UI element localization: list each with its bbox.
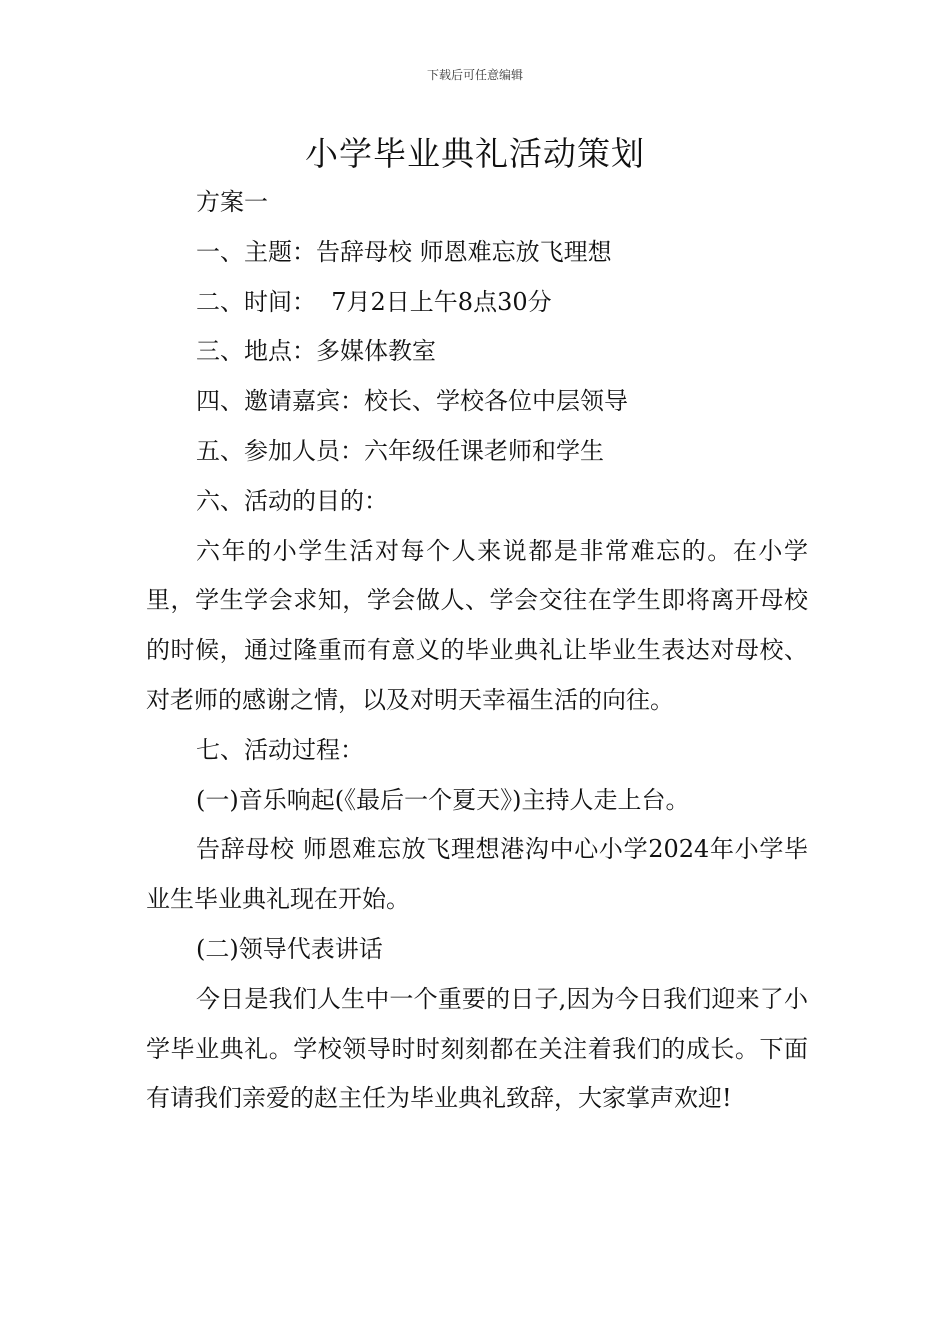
header-note: 下载后可任意编辑 bbox=[426, 68, 523, 82]
paragraph-plan: 方案一 bbox=[196, 188, 268, 216]
paragraph-theme: 一、主题：告辞母校 师恩难忘放飞理想 bbox=[196, 237, 612, 266]
paragraph-speech-intro: 今日是我们人生中一个重要的日子,因为今日我们迎来了小学毕业典礼。学校领导时时刻刻都在关注着我们的成长。下面有请我们亲爱的赵主任为毕业典礼致辞，大家掌声欢迎! bbox=[146, 984, 808, 1113]
paragraph-participants: 五、参加人员：六年级任课老师和学生 bbox=[196, 436, 604, 465]
paragraph-location: 三、地点：多媒体教室 bbox=[196, 337, 436, 366]
paragraph-step-one: (一)音乐响起(《最后一个夏天》)主持人走上台。 bbox=[196, 785, 690, 814]
paragraph-opening: 告辞母校 师恩难忘放飞理想港沟中心小学2024年小学毕业生毕业典礼现在开始。 bbox=[146, 835, 808, 914]
paragraph-purpose-heading: 六、活动的目的： bbox=[196, 486, 388, 515]
document-title: 小学毕业典礼活动策划 bbox=[305, 134, 645, 173]
paragraph-guests: 四、邀请嘉宾：校长、学校各位中层领导 bbox=[196, 387, 628, 416]
paragraph-step-two: (二)领导代表讲话 bbox=[196, 934, 383, 963]
paragraph-time: 二、时间： 7月2日上午8点30分 bbox=[196, 287, 552, 316]
document-body bbox=[146, 178, 808, 1124]
paragraph-purpose-body: 六年的小学生活对每个人来说都是非常难忘的。在小学里，学生学会求知，学会做人、学会交往在学生即将离开母校的时候，通过隆重而有意义的毕业典礼让毕业生表达对母校、对老师的感谢之情，以及对明天幸福生活的向往。 bbox=[146, 536, 808, 714]
paragraph-process-heading: 七、活动过程： bbox=[196, 735, 364, 764]
